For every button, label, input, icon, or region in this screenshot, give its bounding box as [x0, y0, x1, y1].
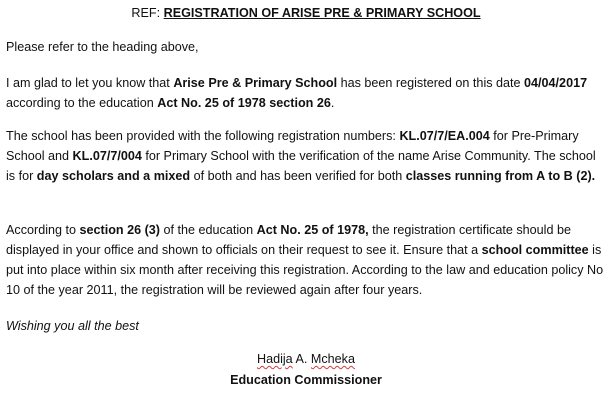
reg-text-3: according to the education — [6, 96, 158, 110]
reference-line — [0, 4, 612, 22]
section-text-4: is put into place within six month after receiving this registration. According to the law and education policy No 10 of the year 2011, the registration will be reviewed again after four years. — [6, 243, 604, 297]
reg-text-5: . — [330, 96, 335, 110]
intro-text: Please refer to the heading above, — [6, 40, 199, 54]
pre-primary-number: KL.07/7/EA.004 — [399, 129, 490, 143]
numbers-text-1: The school has been provided with the following registration numbers: — [6, 129, 400, 143]
section-text-1: According to — [6, 223, 80, 237]
signatory-middle: A. — [292, 352, 311, 366]
signatory-name — [0, 350, 612, 368]
numbers-text-3: for Primary School with the verification of the name Arise Community. The school is for — [6, 149, 596, 183]
reg-text-1: I am glad to let you know that — [6, 76, 174, 90]
registration-date: 04/04/2017 — [524, 76, 588, 90]
section-reference: section 26 — [269, 96, 331, 110]
closing-line — [6, 316, 606, 336]
closing-text: Wishing you all the best — [6, 319, 139, 333]
act-reference-2: Act No. 25 of 1978, — [256, 223, 369, 237]
signatory-last-name: Mcheka — [310, 352, 355, 366]
school-name: Arise Pre & Primary School — [173, 76, 338, 90]
numbers-text-4: of both and has been verified for both — [190, 169, 406, 183]
ref-prefix: REF: — [131, 6, 161, 20]
intro-paragraph — [6, 37, 606, 57]
certificate-paragraph — [6, 220, 606, 300]
primary-number: KL.07/7/004 — [72, 149, 142, 163]
school-committee: school committee — [481, 243, 589, 257]
section-text-2: of the education — [160, 223, 257, 237]
signatory-title: Education Commissioner — [230, 373, 382, 387]
registration-paragraph — [6, 73, 606, 113]
act-reference: Act No. 25 of 1978 — [157, 96, 266, 110]
numbers-text-2: for Pre-Primary School and — [6, 129, 579, 163]
classes-range: classes running from A to B (2). — [405, 169, 596, 183]
school-type: day scholars and a mixed — [36, 169, 191, 183]
registration-numbers-paragraph — [6, 126, 606, 186]
section-subsection: section 26 (3) — [79, 223, 161, 237]
reg-text-2: has been registered on this date — [337, 76, 525, 90]
ref-heading: REGISTRATION OF ARISE PRE & PRIMARY SCHOOL — [163, 6, 481, 20]
section-text-3: the registration certificate should be displayed in your office and shown to officials on their request to see it. Ensure that a — [6, 223, 571, 257]
signatory-first-name: Hadija — [256, 352, 293, 366]
